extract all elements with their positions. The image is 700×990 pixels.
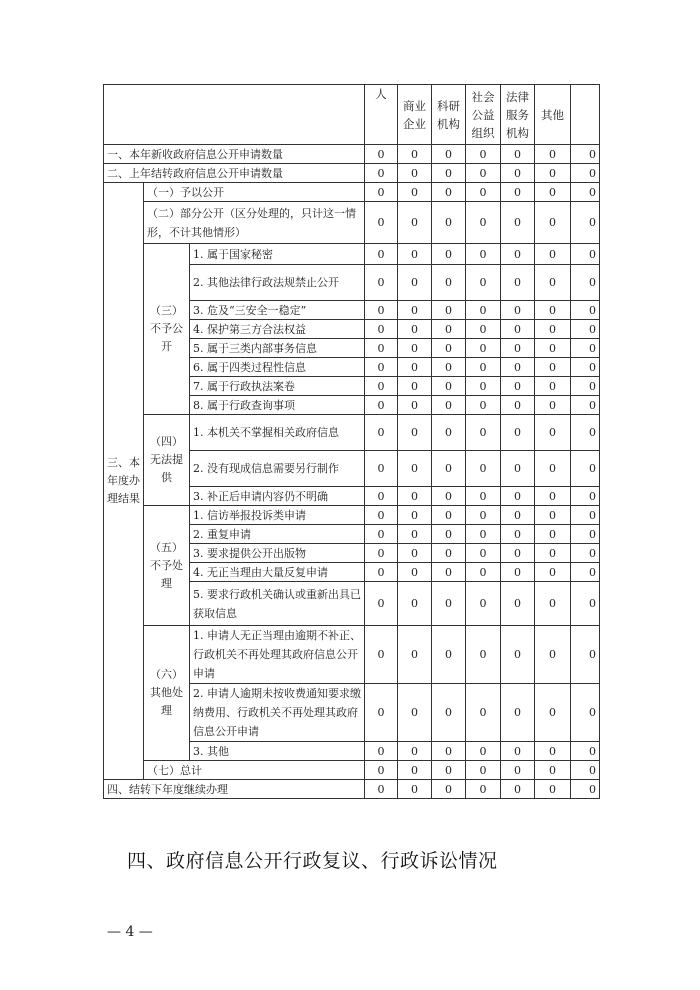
value-cell: 0 bbox=[432, 626, 466, 684]
value-cell: 0 bbox=[432, 358, 466, 377]
value-cell: 0 bbox=[571, 525, 600, 544]
value-cell: 0 bbox=[365, 183, 398, 202]
item-label: 6. 属于四类过程性信息 bbox=[190, 358, 365, 377]
value-cell: 0 bbox=[501, 487, 535, 506]
table-row bbox=[104, 780, 600, 799]
item-label: 4. 保护第三方合法权益 bbox=[190, 320, 365, 339]
value-cell: 0 bbox=[501, 358, 535, 377]
header-line: 机构 bbox=[506, 125, 529, 140]
value-cell: 0 bbox=[432, 265, 466, 301]
value-cell: 0 bbox=[466, 780, 501, 799]
value-cell: 0 bbox=[571, 742, 600, 761]
value-cell: 0 bbox=[398, 780, 432, 799]
table-row bbox=[104, 183, 600, 202]
value-cell: 0 bbox=[365, 339, 398, 358]
value-cell: 0 bbox=[535, 506, 571, 525]
value-cell: 0 bbox=[365, 544, 398, 563]
value-cell: 0 bbox=[535, 320, 571, 339]
value-cell: 0 bbox=[535, 202, 571, 244]
value-cell: 0 bbox=[365, 377, 398, 396]
value-cell: 0 bbox=[398, 320, 432, 339]
value-cell: 0 bbox=[571, 377, 600, 396]
value-cell: 0 bbox=[466, 525, 501, 544]
value-cell: 0 bbox=[398, 145, 432, 164]
value-cell: 0 bbox=[365, 684, 398, 742]
value-cell: 0 bbox=[571, 301, 600, 320]
value-cell: 0 bbox=[466, 145, 501, 164]
value-cell: 0 bbox=[535, 145, 571, 164]
table-row bbox=[104, 202, 600, 244]
value-cell: 0 bbox=[365, 761, 398, 780]
value-cell: 0 bbox=[432, 301, 466, 320]
value-cell: 0 bbox=[535, 244, 571, 265]
value-cell: 0 bbox=[535, 451, 571, 487]
value-cell: 0 bbox=[535, 525, 571, 544]
value-cell: 0 bbox=[571, 320, 600, 339]
value-cell: 0 bbox=[466, 761, 501, 780]
value-cell: 0 bbox=[365, 415, 398, 451]
item-label: 1. 本机关不掌握相关政府信息 bbox=[190, 415, 365, 451]
item-label: 2. 重复申请 bbox=[190, 525, 365, 544]
value-cell: 0 bbox=[466, 358, 501, 377]
value-cell: 0 bbox=[398, 626, 432, 684]
header-line: 社会 bbox=[471, 89, 495, 104]
value-cell: 0 bbox=[535, 626, 571, 684]
item-label: 8. 属于行政查询事项 bbox=[190, 396, 365, 415]
value-cell: 0 bbox=[535, 339, 571, 358]
value-cell: 0 bbox=[432, 320, 466, 339]
row-label: 四、结转下年度继续办理 bbox=[104, 780, 365, 799]
value-cell: 0 bbox=[466, 544, 501, 563]
value-cell: 0 bbox=[432, 544, 466, 563]
item-label: 5. 属于三类内部事务信息 bbox=[190, 339, 365, 358]
value-cell: 0 bbox=[571, 544, 600, 563]
value-cell: 0 bbox=[535, 761, 571, 780]
header-line: 组织 bbox=[471, 125, 495, 140]
value-cell: 0 bbox=[466, 563, 501, 582]
header-line: 机构 bbox=[437, 116, 460, 131]
table-row bbox=[104, 626, 600, 684]
table-row bbox=[104, 415, 600, 451]
subsection-label: （一）予以公开 bbox=[144, 183, 365, 202]
header-row bbox=[104, 85, 600, 145]
value-cell: 0 bbox=[398, 164, 432, 183]
subsection-label: （六）其他处理 bbox=[144, 626, 190, 761]
value-cell: 0 bbox=[432, 183, 466, 202]
value-cell: 0 bbox=[501, 761, 535, 780]
value-cell: 0 bbox=[398, 377, 432, 396]
table-row bbox=[104, 145, 600, 164]
value-cell: 0 bbox=[501, 244, 535, 265]
value-cell: 0 bbox=[432, 563, 466, 582]
value-cell: 0 bbox=[398, 563, 432, 582]
value-cell: 0 bbox=[535, 563, 571, 582]
value-cell: 0 bbox=[535, 684, 571, 742]
value-cell: 0 bbox=[365, 265, 398, 301]
value-cell: 0 bbox=[501, 415, 535, 451]
value-cell: 0 bbox=[432, 780, 466, 799]
value-cell: 0 bbox=[365, 301, 398, 320]
value-cell: 0 bbox=[571, 145, 600, 164]
value-cell: 0 bbox=[466, 626, 501, 684]
value-cell: 0 bbox=[432, 202, 466, 244]
value-cell: 0 bbox=[571, 780, 600, 799]
value-cell: 0 bbox=[466, 451, 501, 487]
value-cell: 0 bbox=[466, 244, 501, 265]
value-cell: 0 bbox=[466, 396, 501, 415]
page-number: — 4 — bbox=[107, 924, 153, 940]
value-cell: 0 bbox=[571, 451, 600, 487]
value-cell: 0 bbox=[501, 684, 535, 742]
value-cell: 0 bbox=[571, 396, 600, 415]
value-cell: 0 bbox=[466, 339, 501, 358]
value-cell: 0 bbox=[466, 164, 501, 183]
table-row bbox=[104, 506, 600, 525]
item-label: 2. 没有现成信息需要另行制作 bbox=[190, 451, 365, 487]
value-cell: 0 bbox=[432, 164, 466, 183]
value-cell: 0 bbox=[466, 506, 501, 525]
table-row bbox=[104, 761, 600, 780]
value-cell: 0 bbox=[432, 415, 466, 451]
value-cell: 0 bbox=[432, 487, 466, 506]
value-cell: 0 bbox=[365, 582, 398, 626]
subsection-label: （四）无法提供 bbox=[144, 415, 190, 506]
header-other: 其他 bbox=[535, 85, 571, 145]
value-cell: 0 bbox=[501, 320, 535, 339]
value-cell: 0 bbox=[535, 377, 571, 396]
item-label: 3. 要求提供公开出版物 bbox=[190, 544, 365, 563]
value-cell: 0 bbox=[571, 265, 600, 301]
value-cell: 0 bbox=[365, 780, 398, 799]
item-label: 3. 补正后申请内容仍不明确 bbox=[190, 487, 365, 506]
value-cell: 0 bbox=[466, 202, 501, 244]
table-row bbox=[104, 244, 600, 265]
value-cell: 0 bbox=[535, 396, 571, 415]
value-cell: 0 bbox=[365, 525, 398, 544]
value-cell: 0 bbox=[571, 164, 600, 183]
value-cell: 0 bbox=[501, 525, 535, 544]
value-cell: 0 bbox=[365, 563, 398, 582]
value-cell: 0 bbox=[432, 244, 466, 265]
header-line: 公益 bbox=[471, 107, 495, 122]
value-cell: 0 bbox=[535, 301, 571, 320]
value-cell: 0 bbox=[501, 145, 535, 164]
item-label: 7. 属于行政执法案卷 bbox=[190, 377, 365, 396]
value-cell: 0 bbox=[432, 377, 466, 396]
value-cell: 0 bbox=[398, 301, 432, 320]
value-cell: 0 bbox=[398, 202, 432, 244]
value-cell: 0 bbox=[571, 487, 600, 506]
value-cell: 0 bbox=[501, 377, 535, 396]
value-cell: 0 bbox=[466, 684, 501, 742]
value-cell: 0 bbox=[466, 265, 501, 301]
header-line: 商业 bbox=[403, 98, 426, 113]
value-cell: 0 bbox=[571, 244, 600, 265]
section-heading: 四、政府信息公开行政复议、行政诉讼情况 bbox=[127, 850, 498, 872]
row-label: 二、上年结转政府信息公开申请数量 bbox=[104, 164, 365, 183]
value-cell: 0 bbox=[432, 525, 466, 544]
value-cell: 0 bbox=[432, 684, 466, 742]
value-cell: 0 bbox=[432, 145, 466, 164]
value-cell: 0 bbox=[501, 202, 535, 244]
value-cell: 0 bbox=[398, 358, 432, 377]
value-cell: 0 bbox=[571, 506, 600, 525]
value-cell: 0 bbox=[501, 582, 535, 626]
header-blank-cell bbox=[104, 85, 365, 145]
value-cell: 0 bbox=[365, 202, 398, 244]
value-cell: 0 bbox=[432, 339, 466, 358]
value-cell: 0 bbox=[501, 742, 535, 761]
item-label: 1. 属于国家秘密 bbox=[190, 244, 365, 265]
value-cell: 0 bbox=[398, 684, 432, 742]
value-cell: 0 bbox=[398, 544, 432, 563]
value-cell: 0 bbox=[365, 506, 398, 525]
value-cell: 0 bbox=[571, 684, 600, 742]
value-cell: 0 bbox=[571, 582, 600, 626]
value-cell: 0 bbox=[466, 582, 501, 626]
value-cell: 0 bbox=[535, 742, 571, 761]
value-cell: 0 bbox=[398, 761, 432, 780]
value-cell: 0 bbox=[501, 301, 535, 320]
value-cell: 0 bbox=[398, 396, 432, 415]
statistics-table bbox=[103, 84, 600, 799]
value-cell: 0 bbox=[466, 415, 501, 451]
value-cell: 0 bbox=[398, 265, 432, 301]
value-cell: 0 bbox=[466, 320, 501, 339]
header-natural-person: 人 bbox=[365, 85, 398, 145]
value-cell: 0 bbox=[501, 544, 535, 563]
value-cell: 0 bbox=[432, 761, 466, 780]
value-cell: 0 bbox=[365, 396, 398, 415]
subsection-label: （三）不予公开 bbox=[144, 244, 190, 415]
value-cell: 0 bbox=[501, 506, 535, 525]
table-row bbox=[104, 164, 600, 183]
value-cell: 0 bbox=[365, 164, 398, 183]
value-cell: 0 bbox=[571, 563, 600, 582]
row-label: 一、本年新收政府信息公开申请数量 bbox=[104, 145, 365, 164]
value-cell: 0 bbox=[398, 183, 432, 202]
value-cell: 0 bbox=[365, 145, 398, 164]
item-label: 5. 要求行政机关确认或重新出具已获取信息 bbox=[190, 582, 365, 626]
value-cell: 0 bbox=[398, 487, 432, 506]
value-cell: 0 bbox=[432, 742, 466, 761]
value-cell: 0 bbox=[466, 742, 501, 761]
subsection-label: （七）总计 bbox=[144, 761, 365, 780]
item-label: 2. 其他法律行政法规禁止公开 bbox=[190, 265, 365, 301]
value-cell: 0 bbox=[365, 451, 398, 487]
value-cell: 0 bbox=[365, 742, 398, 761]
value-cell: 0 bbox=[571, 626, 600, 684]
value-cell: 0 bbox=[432, 396, 466, 415]
value-cell: 0 bbox=[535, 415, 571, 451]
value-cell: 0 bbox=[535, 265, 571, 301]
value-cell: 0 bbox=[365, 358, 398, 377]
header-line: 科研 bbox=[437, 98, 460, 113]
value-cell: 0 bbox=[571, 183, 600, 202]
value-cell: 0 bbox=[365, 487, 398, 506]
value-cell: 0 bbox=[535, 582, 571, 626]
value-cell: 0 bbox=[398, 525, 432, 544]
value-cell: 0 bbox=[398, 451, 432, 487]
value-cell: 0 bbox=[501, 396, 535, 415]
value-cell: 0 bbox=[501, 164, 535, 183]
header-line: 企业 bbox=[403, 116, 426, 131]
value-cell: 0 bbox=[466, 377, 501, 396]
section-3-label: 三、本年度办理结果 bbox=[104, 183, 144, 780]
item-label: 2. 申请人逾期未按收费通知要求缴纳费用、行政机关不再处理其政府信息公开申请 bbox=[190, 684, 365, 742]
value-cell: 0 bbox=[571, 415, 600, 451]
value-cell: 0 bbox=[398, 742, 432, 761]
value-cell: 0 bbox=[398, 339, 432, 358]
value-cell: 0 bbox=[398, 244, 432, 265]
value-cell: 0 bbox=[501, 626, 535, 684]
item-label: 1. 信访举报投诉类申请 bbox=[190, 506, 365, 525]
subsection-label: （五）不予处理 bbox=[144, 506, 190, 626]
value-cell: 0 bbox=[466, 183, 501, 202]
value-cell: 0 bbox=[535, 164, 571, 183]
value-cell: 0 bbox=[535, 544, 571, 563]
subsection-label: （二）部分公开（区分处理的，只计这一情形，不计其他情形） bbox=[144, 202, 365, 244]
value-cell: 0 bbox=[501, 265, 535, 301]
header-social-welfare bbox=[466, 85, 501, 145]
item-label: 4. 无正当理由大量反复申请 bbox=[190, 563, 365, 582]
header-commercial bbox=[398, 85, 432, 145]
value-cell: 0 bbox=[365, 626, 398, 684]
value-cell: 0 bbox=[501, 780, 535, 799]
value-cell: 0 bbox=[432, 451, 466, 487]
header-research bbox=[432, 85, 466, 145]
item-label: 1. 申请人无正当理由逾期不补正、行政机关不再处理其政府信息公开申请 bbox=[190, 626, 365, 684]
value-cell: 0 bbox=[466, 487, 501, 506]
header-line: 法律 bbox=[506, 89, 529, 104]
value-cell: 0 bbox=[501, 339, 535, 358]
value-cell: 0 bbox=[535, 183, 571, 202]
value-cell: 0 bbox=[365, 320, 398, 339]
value-cell: 0 bbox=[535, 780, 571, 799]
value-cell: 0 bbox=[501, 451, 535, 487]
value-cell: 0 bbox=[365, 244, 398, 265]
value-cell: 0 bbox=[535, 487, 571, 506]
value-cell: 0 bbox=[398, 582, 432, 626]
item-label: 3. 危及“三安全一稳定” bbox=[190, 301, 365, 320]
value-cell: 0 bbox=[501, 183, 535, 202]
value-cell: 0 bbox=[398, 506, 432, 525]
value-cell: 0 bbox=[571, 761, 600, 780]
value-cell: 0 bbox=[398, 415, 432, 451]
item-label: 3. 其他 bbox=[190, 742, 365, 761]
header-legal-service bbox=[501, 85, 535, 145]
value-cell: 0 bbox=[571, 358, 600, 377]
value-cell: 0 bbox=[466, 301, 501, 320]
value-cell: 0 bbox=[535, 358, 571, 377]
value-cell: 0 bbox=[432, 506, 466, 525]
header-line: 服务 bbox=[506, 107, 529, 122]
value-cell: 0 bbox=[432, 582, 466, 626]
value-cell: 0 bbox=[501, 563, 535, 582]
header-blank-last bbox=[571, 85, 600, 145]
value-cell: 0 bbox=[571, 202, 600, 244]
value-cell: 0 bbox=[571, 339, 600, 358]
